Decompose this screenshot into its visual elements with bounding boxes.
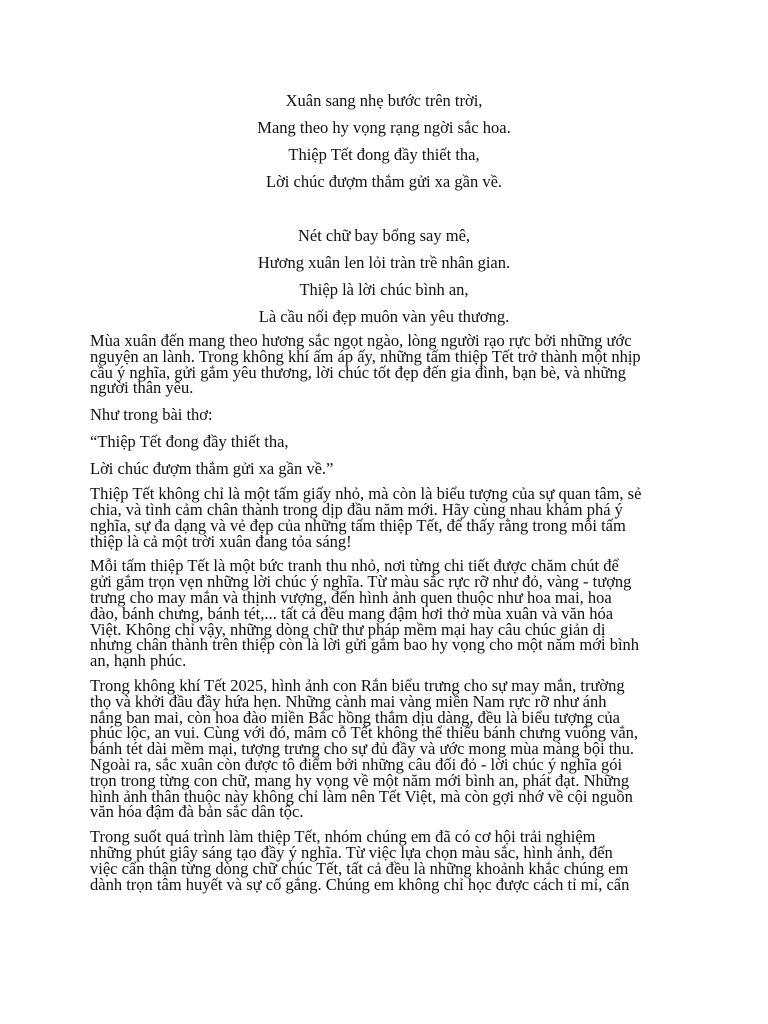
poem-line: Thiệp là lời chúc bình an, [299,280,469,299]
poem-line: Lời chúc đượm thắm gửi xa gần về. [265,172,503,191]
poem-stanza-2 [90,222,678,330]
body-paragraph: Thiệp Tết không chỉ là một tấm giấy nhỏ, mà còn là biểu tượng của sự quan tâm, sẻ chia, và tình cảm chân thành trong dịp đầu năm mới. Hãy cùng nhau khám phá ý nghĩa, sự đa dạng và vẻ đẹp của những tấm thiệp Tết, để thấy rằng trong mỗi tấm thiệp là cả một trời xuân đang tỏa sáng! [90,484,642,551]
quote-intro: Như trong bài thơ: [90,405,213,425]
poem-line: Là cầu nối đẹp muôn vàn yêu thương. [258,307,510,326]
poem-line: Xuân sang nhẹ bước trên trời, [285,91,483,110]
poem-line: Mang theo hy vọng rạng ngời sắc hoa. [257,118,511,137]
body-paragraph: Mỗi tấm thiệp Tết là một bức tranh thu nhỏ, nơi từng chi tiết được chăm chút để gửi gắm trọn vẹn những lời chúc ý nghĩa. Từ màu sắc rực rỡ như đỏ, vàng - tượng trưng cho may mắn và thịnh vượng, đến hình ảnh quen thuộc như hoa mai, hoa đào, bánh chưng, bánh tét,... tất cả đều mang đậm hơi thở mùa xuân và văn hóa Việt. Không chỉ vậy, những dòng chữ thư pháp mềm mại hay câu chúc giản dị nhưng chân thành trên thiệp còn là lời gửi gắm bao hy vọng cho một năm mới bình an, hạnh phúc. [90,556,640,671]
poem-line: Nét chữ bay bổng say mê, [297,226,471,245]
poem-stanza-1 [90,87,678,195]
body-paragraph: Trong không khí Tết 2025, hình ảnh con Rắn biểu trưng cho sự may mắn, trường thọ và khởi đầu đầy hứa hẹn. Những cành mai vàng miền Nam rực rỡ như ánh nắng ban mai, còn hoa đào miền Bắc hồng thắm dịu dàng, đều là biểu tượng của phúc lộc, an vui. Cùng với đó, mâm cỗ Tết không thể thiếu bánh chưng vuông vắn, bánh tét dài mềm mại, tượng trưng cho sự đủ đầy và ước mong mùa màng bội thu. Ngoài ra, sắc xuân còn được tô điểm bởi những câu đối đỏ - lời chúc ý nghĩa gói trọn trong từng con chữ, mang hy vọng về một năm mới bình an, phát đạt. Những hình ảnh thân thuộc này không chỉ làm nên Tết Việt, mà còn gợi nhớ về cội nguồn văn hóa đậm đà bản sắc dân tộc. [90,675,639,822]
quote-line: “Thiệp Tết đong đầy thiết tha, [90,432,289,452]
intro-paragraph: Mùa xuân đến mang theo hương sắc ngọt ngào, lòng người rạo rực bởi những ước nguyện an lành. Trong không khí ấm áp ấy, những tấm thiệp Tết trở thành một nhịp cầu ý nghĩa, gửi gắm yêu thương, lời chúc tốt đẹp đến gia đình, bạn bè, và những người thân yêu. [90,331,641,398]
poem-line: Hương xuân len lỏi tràn trề nhân gian. [257,253,511,272]
body-text [90,333,690,901]
quote-line: Lời chúc đượm thắm gửi xa gần về.” [90,459,334,479]
body-paragraph: Trong suốt quá trình làm thiệp Tết, nhóm chúng em đã có cơ hội trải nghiệm những phút giây sáng tạo đầy ý nghĩa. Từ việc lựa chọn màu sắc, hình ảnh, đến việc cẩn thận từng dòng chữ chúc Tết, tất cả đều là những khoảnh khắc chúng em dành trọn tâm huyết và sự cố gắng. Chúng em không chỉ học được cách tỉ mỉ, cẩn [90,827,630,894]
poem-line: Thiệp Tết đong đầy thiết tha, [288,145,480,164]
